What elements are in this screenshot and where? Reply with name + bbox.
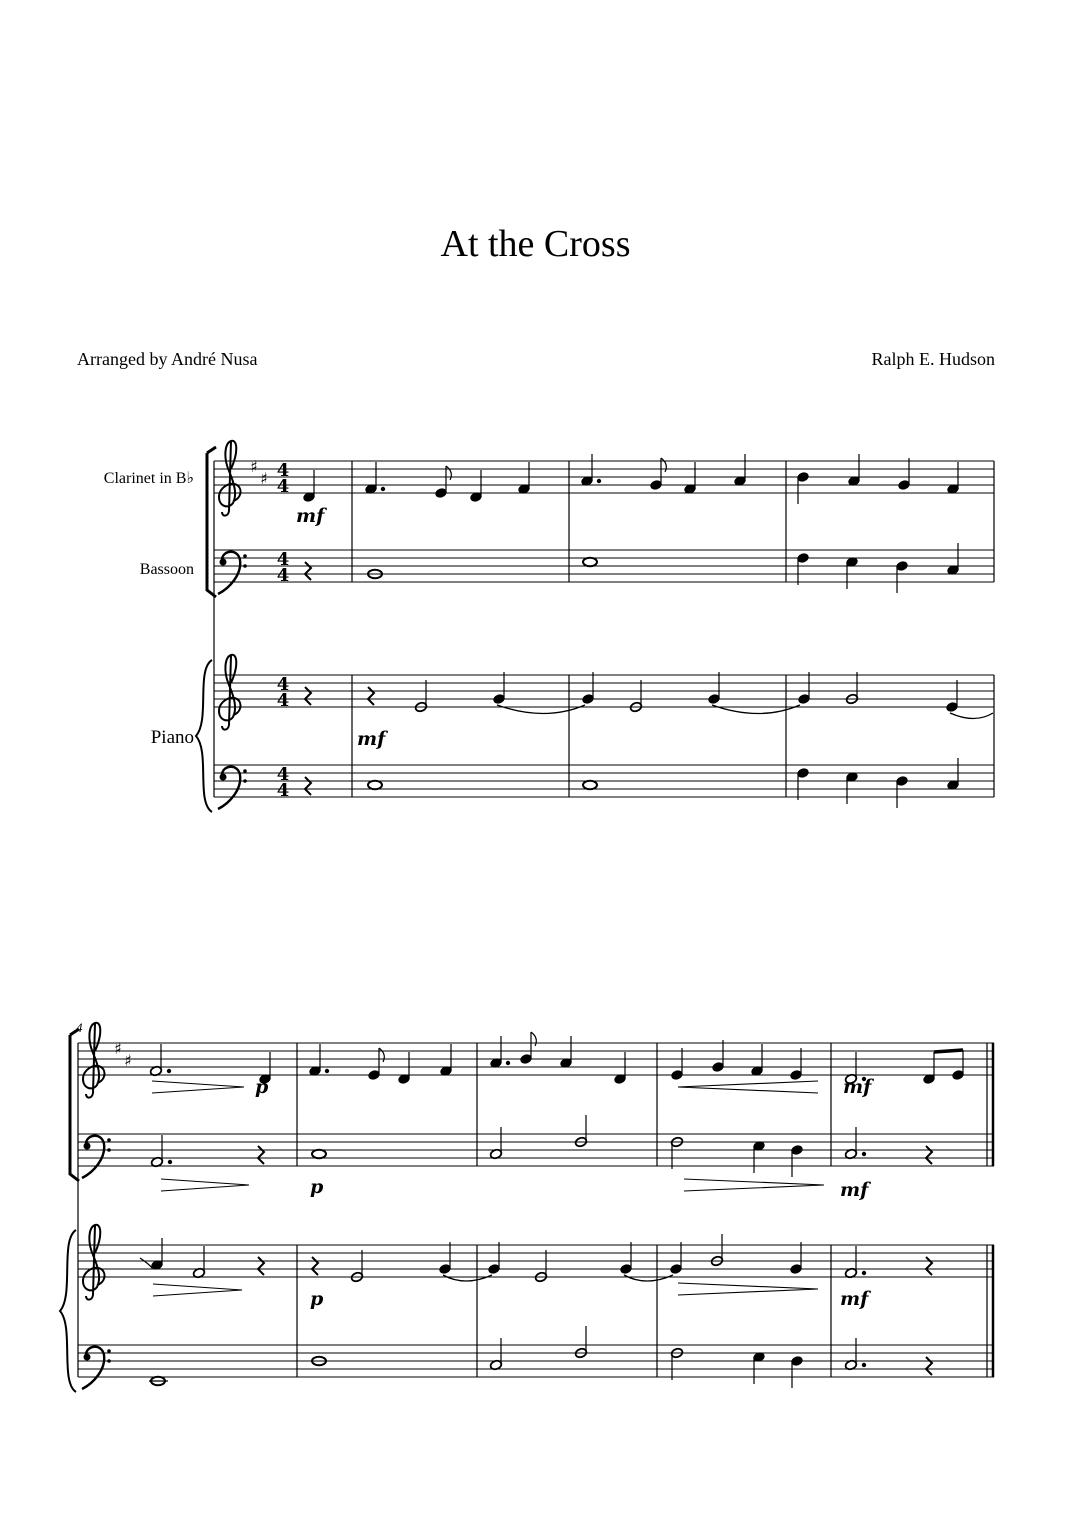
svg-text:4: 4 <box>276 780 290 801</box>
svg-text:♯: ♯ <box>260 469 268 488</box>
svg-text:♯: ♯ <box>114 1039 122 1058</box>
dynamic-mf-piano: mf <box>357 728 386 750</box>
system-1 <box>104 441 994 812</box>
clarinet-label: Clarinet in B♭ <box>103 470 194 487</box>
piano-brace-s2 <box>60 1230 76 1392</box>
clarinet-notes-s2 <box>149 1032 964 1085</box>
svg-text:4: 4 <box>276 690 290 711</box>
measure-number-4: 4 <box>76 1020 83 1035</box>
piano-rh-notes-s2 <box>140 1234 932 1283</box>
key-signature-s1 <box>250 457 268 488</box>
hairpins-clarinet-s2 <box>152 1081 818 1093</box>
svg-text:4: 4 <box>276 460 290 481</box>
score-title: At the Cross <box>440 223 631 265</box>
dynamic-mf-bassoon: mf <box>840 1179 869 1201</box>
piano-label: Piano <box>150 727 194 748</box>
time-signatures-s1 <box>277 460 290 801</box>
piano-rh-notes-s1 <box>305 672 993 719</box>
staff-lines-s1 <box>214 461 994 797</box>
dynamic-mf-clarinet-s2: mf <box>843 1076 872 1098</box>
dynamic-p-piano: p <box>310 1288 324 1310</box>
key-signature-s2 <box>114 1039 132 1070</box>
dynamic-p-clarinet: p <box>255 1076 269 1098</box>
svg-text:4: 4 <box>276 549 290 570</box>
bassoon-notes-s2 <box>150 1115 932 1177</box>
svg-text:4: 4 <box>276 565 290 586</box>
svg-text:♯: ♯ <box>124 1051 132 1070</box>
svg-text:4: 4 <box>276 674 290 695</box>
barlines-s1 <box>214 461 994 797</box>
arranger-credit: Arranged by André Nusa <box>77 349 258 369</box>
svg-text:4: 4 <box>276 476 290 497</box>
dynamic-mf-piano-s2: mf <box>840 1288 869 1310</box>
bassoon-label: Bassoon <box>139 561 194 578</box>
composer-credit: Ralph E. Hudson <box>871 349 995 369</box>
system-2 <box>60 1020 994 1392</box>
dynamic-mf-clarinet: mf <box>296 505 325 527</box>
hairpins-piano-s2 <box>153 1283 818 1296</box>
piano-brace <box>196 660 212 812</box>
svg-text:♯: ♯ <box>250 457 258 476</box>
dynamic-p-bassoon: p <box>310 1176 324 1198</box>
svg-text:4: 4 <box>276 764 290 785</box>
piano-lh-notes-s2 <box>149 1326 932 1388</box>
hairpins-bassoon-s2 <box>161 1179 824 1191</box>
